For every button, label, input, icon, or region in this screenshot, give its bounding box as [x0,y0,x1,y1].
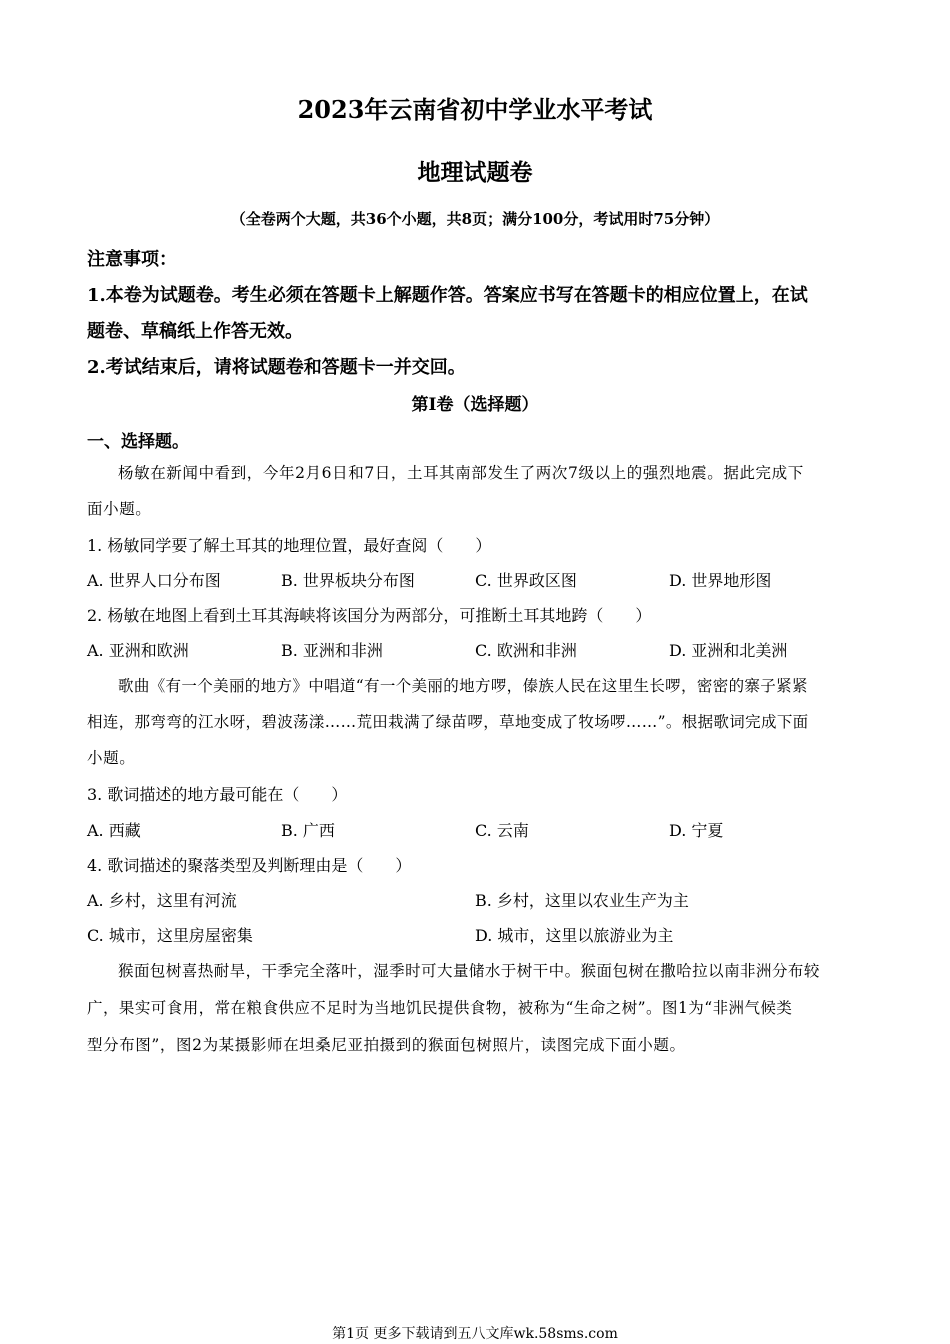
question-2-stem: 2. 杨敏在地图上看到土耳其海峡将该国分为两部分，可推断土耳其地跨（ ） [87,606,652,625]
question-3-option-b: B. 广西 [281,821,335,840]
question-3-stem: 3. 歌词描述的地方最可能在（ ） [87,785,348,804]
question-4-option-a: A. 乡村，这里有河流 [87,891,237,910]
question-4-stem: 4. 歌词描述的聚落类型及判断理由是（ ） [87,856,412,875]
exam-info: （全卷两个大题，共36个小题，共8页；满分100分，考试用时75分钟） [230,210,720,228]
passage3-line2: 广，果实可食用，常在粮食供应不足时为当地饥民提供食物，被称为“生命之树”。图1为“非洲气候类 [87,999,793,1017]
question-4-option-c: C. 城市，这里房屋密集 [87,926,253,945]
question-3-option-c: C. 云南 [475,821,529,840]
question-3-option-d: D. 宁夏 [669,821,724,840]
passage1-line2: 面小题。 [87,500,152,518]
exam-title: 2023年云南省初中学业水平考试 [297,95,653,124]
question-1-option-a: A. 世界人口分布图 [87,571,221,590]
passage2-line2: 相连，那弯弯的江水呀，碧波荡漾……荒田栽满了绿苗啰，草地变成了牧场啰……”。根据歌词完成下面 [87,713,809,731]
question-2-option-c: C. 欧洲和非洲 [475,641,577,660]
question-3-option-a: A. 西藏 [87,821,141,840]
notice-item1-line1: 1.本卷为试题卷。考生必须在答题卡上解题作答。答案应书写在答题卡的相应位置上，在试 [87,285,808,306]
notice-heading: 注意事项： [87,249,177,270]
part-title: 第Ⅰ卷（选择题） [411,395,539,415]
notice-item2: 2.考试结束后，请将试题卷和答题卡一并交回。 [87,357,466,378]
passage2-line3: 小题。 [87,749,136,767]
question-2-option-a: A. 亚洲和欧洲 [87,641,189,660]
question-1-option-b: B. 世界板块分布图 [281,571,415,590]
passage3-line1: 猴面包树喜热耐旱，干季完全落叶，湿季时可大量储水于树干中。猴面包树在撒哈拉以南非洲分布较 [118,962,820,980]
exam-subtitle: 地理试题卷 [417,159,533,186]
section-title: 一、选择题。 [87,432,189,452]
notice-item1-line2: 题卷、草稿纸上作答无效。 [87,321,303,342]
passage2-line1: 歌曲《有一个美丽的地方》中唱道“有一个美丽的地方啰，傣族人民在这里生长啰，密密的寨子紧紧 [118,677,808,695]
passage1-line1: 杨敏在新闻中看到，今年2月6日和7日，土耳其南部发生了两次7级以上的强烈地震。据此完成下 [118,464,804,482]
passage3-line3: 型分布图”，图2为某摄影师在坦桑尼亚拍摄到的猴面包树照片，读图完成下面小题。 [87,1036,686,1054]
question-2-option-b: B. 亚洲和非洲 [281,641,383,660]
question-4-option-d: D. 城市，这里以旅游业为主 [475,926,674,945]
question-1-stem: 1. 杨敏同学要了解土耳其的地理位置，最好查阅（ ） [87,536,492,555]
question-1-option-c: C. 世界政区图 [475,571,577,590]
question-2-option-d: D. 亚洲和北美洲 [669,641,788,660]
question-1-option-d: D. 世界地形图 [669,571,772,590]
question-4-option-b: B. 乡村，这里以农业生产为主 [475,891,689,910]
page-footer: 第1页 更多下载请到五八文库wk.58sms.com [332,1326,618,1342]
